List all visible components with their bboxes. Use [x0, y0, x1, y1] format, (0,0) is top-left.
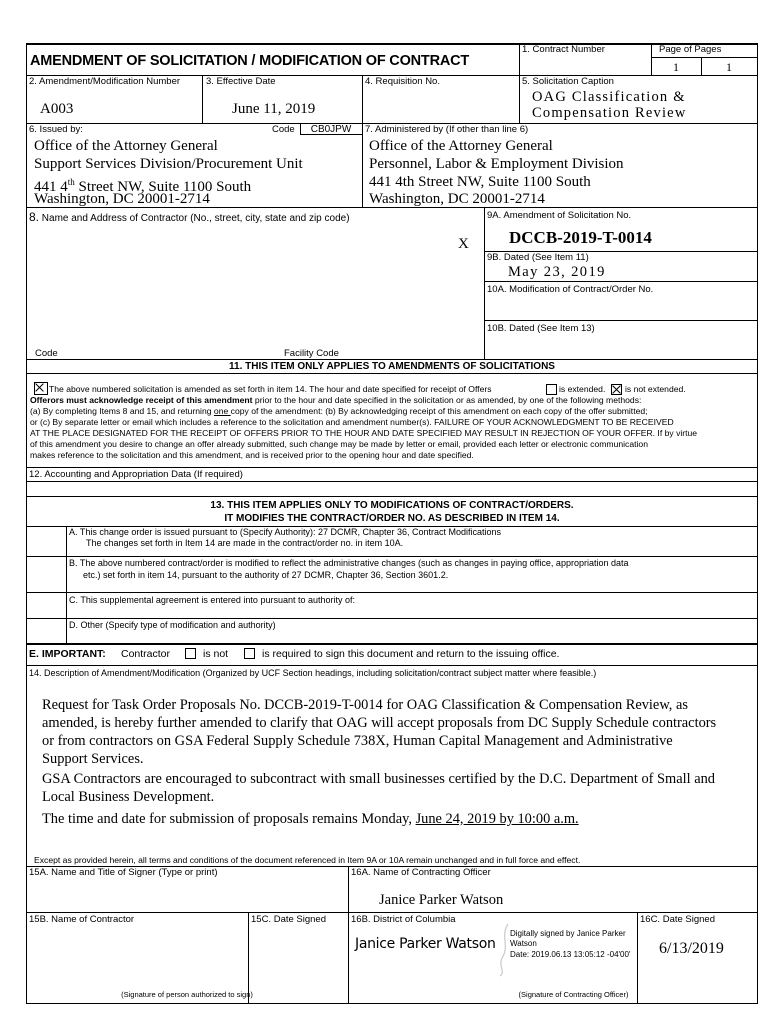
issued-by-label: 6. Issued by: [29, 124, 83, 135]
is-extended-checkbox[interactable] [546, 384, 557, 395]
amendment-number-value: A003 [40, 101, 74, 117]
item-9a-label: 9A. Amendment of Solicitation No. [487, 210, 632, 221]
form-title: AMENDMENT OF SOLICITATION / MODIFICATION OF CONTRACT [30, 53, 470, 69]
item-9b-value: May 23, 2019 [508, 264, 606, 280]
item-15a-label: 15A. Name and Title of Signer (Type or print) [29, 867, 218, 878]
item-10a-label: 10A. Modification of Contract/Order No. [487, 284, 654, 295]
item-13b-line-1: B. The above numbered contract/order is modified to reflect the administrative changes (such as changes in paying office, appropriation data [69, 558, 629, 568]
item-11-line: The above numbered solicitation is amended as set forth in item 14. The hour and date specified for receipt of Offers [49, 384, 492, 394]
administered-by-line: Washington, DC 20001-2714 [369, 191, 545, 207]
signature-name: Janice Parker Watson [355, 936, 496, 952]
item-14-paragraph-2: GSA Contractors are encouraged to subcontract with small businesses certified by the D.C. Department of Small and Local Business Development. [42, 771, 715, 805]
item-13-heading-2: IT MODIFIES THE CONTRACT/ORDER NO. AS DESCRIBED IN ITEM 14. [224, 513, 560, 524]
effective-date-value: June 11, 2019 [232, 101, 316, 117]
code-label: Code [272, 124, 295, 135]
is-required-checkbox[interactable] [244, 648, 255, 659]
important-is-required: is required to sign this document and return to the issuing office. [262, 648, 560, 660]
item-16b-label: 16B. District of Columbia [351, 914, 456, 925]
item-14-paragraph-1: Request for Task Order Proposals No. DCCB-2019-T-0014 for OAG Classification & Compensation Review, as amended, is hereby further amended to clarify that OAG will accept proposals from DC Supply Schedule contractors or from contractors on GSA Federal Supply Schedule 738X, Human Capital Management and Administrative Support Services. [42, 697, 717, 767]
item-11-line: of this amendment you desire to change an offer already submitted, such change may be made by letter or email, provided each letter or electronic communication [30, 439, 648, 449]
code-bottom-label: Code [35, 348, 58, 359]
item-13a-line-1: A. This change order is issued pursuant to (Specify Authority): 27 DCMR, Chapter 36, Contract Modifications [69, 527, 502, 537]
item-11-heading: 11. THIS ITEM ONLY APPLIES TO AMENDMENTS OF SOLICITATIONS [229, 361, 555, 372]
item-14-label: 14. Description of Amendment/Modification (Organized by UCF Section headings, including solicitation/contract subject matter where feasible.) [29, 668, 597, 678]
amendment-number-label: 2. Amendment/Modification Number [29, 76, 181, 87]
item-11-line: makes reference to the solicitation and this amendment, and is received prior to the opening hour and date specified. [30, 450, 474, 460]
except-text: Except as provided herein, all terms and conditions of the document referenced in Item 9A or 10A remain unchanged and in full force and effect. [34, 855, 581, 865]
digital-signature-line: Date: 2019.06.13 13:05:12 -04'00' [510, 950, 631, 959]
item-9a-value: DCCB-2019-T-0014 [509, 228, 652, 247]
item-16a-label: 16A. Name of Contracting Officer [351, 867, 491, 878]
item-11-line: (a) By completing Items 8 and 15, and returning one copy of the amendment: (b) By acknowledging receipt of this amendment on each copy of the offer submitted; [30, 406, 648, 416]
administered-by-line: Office of the Attorney General [369, 138, 553, 154]
item-13-heading-1: 13. THIS ITEM APPLIES ONLY TO MODIFICATIONS OF CONTRACT/ORDERS. [210, 500, 574, 511]
page-number: 1 [673, 60, 679, 74]
item-10b-label: 10B. Dated (See Item 13) [487, 323, 595, 334]
item-11-line: AT THE PLACE DESIGNATED FOR THE RECEIPT OF OFFERS PRIOR TO THE HOUR AND DATE SPECIFIED MAY RESULT IN REJECTION OF YOUR OFFER. If by virtue [30, 428, 698, 438]
item-13a-line-2: The changes set forth in Item 14 are made in the contract/order no. in item 10A. [86, 538, 404, 548]
solicitation-caption-label: 5. Solicitation Caption [522, 76, 614, 87]
requisition-label: 4. Requisition No. [365, 76, 440, 87]
digital-signature-line: Watson [510, 939, 537, 948]
contractor-signature-caption: (Signature of person authorized to sign) [121, 990, 253, 999]
issued-by-line: Office of the Attorney General [34, 138, 218, 154]
is-not-extended-label: is not extended. [625, 384, 686, 394]
page-total: 1 [726, 60, 732, 74]
item-14-paragraph-3: The time and date for submission of proposals remains Monday, June 24, 2019 by 10:00 a.m. [42, 811, 579, 827]
administered-by-label: 7. Administered by (If other than line 6) [365, 124, 529, 135]
item-11-line: Offerors must acknowledge receipt of this amendment prior to the hour and date specified in the solicitation or as amended, by one of the following methods: [30, 395, 642, 405]
administered-by-line: Personnel, Labor & Employment Division [369, 156, 624, 172]
is-not-checkbox[interactable] [185, 648, 196, 659]
item-12-label: 12. Accounting and Appropriation Data (If required) [29, 469, 243, 480]
item-13c-label: C. This supplemental agreement is entered into pursuant to authority of: [69, 595, 355, 605]
page-of-pages-label: Page of Pages [659, 44, 722, 55]
item-13b-line-2: etc.) set forth in item 14, pursuant to the authority of 27 DCMR, Chapter 36, Section 3601.2. [83, 570, 449, 580]
proposal-deadline: June 24, 2019 by 10:00 a.m. [415, 811, 579, 827]
item-9a-mark: X [458, 236, 469, 252]
solicitation-caption-line1: OAG Classification & [532, 89, 686, 105]
item-15b-label: 15B. Name of Contractor [29, 914, 135, 925]
item-11-amended-checkbox[interactable] [34, 382, 48, 395]
item-15c-label: 15C. Date Signed [251, 914, 326, 925]
item-11-line: or (c) By separate letter or email which includes a reference to the solicitation and amendment number(s). FAILURE OF YOUR ACKNOWLEDGMENT TO BE RECEIVED [30, 417, 674, 427]
issued-by-line: Washington, DC 20001-2714 [34, 191, 210, 207]
important-label: E. IMPORTANT: [29, 648, 106, 660]
item-9b-label: 9B. Dated (See Item 11) [487, 252, 589, 263]
contractor-label: 8. Name and Address of Contractor (No., street, city, state and zip code) [29, 210, 350, 224]
is-not-extended-checkbox[interactable] [611, 384, 622, 395]
is-extended-label: is extended. [559, 384, 606, 394]
issued-by-line: Support Services Division/Procurement Unit [34, 156, 303, 172]
contract-number-label: 1. Contract Number [522, 44, 605, 55]
important-contractor: Contractor [121, 648, 171, 660]
item-13d-label: D. Other (Specify type of modification and authority) [69, 620, 276, 630]
contracting-officer-name: Janice Parker Watson [379, 892, 504, 908]
date-signed-value: 6/13/2019 [659, 940, 724, 957]
code-value: CB0JPW [310, 124, 352, 135]
administered-by-line: 441 4th Street NW, Suite 1100 South [369, 174, 591, 190]
digital-signature-line: Digitally signed by Janice Parker [510, 929, 626, 938]
item-16c-label: 16C. Date Signed [640, 914, 715, 925]
officer-signature-caption: (Signature of Contracting Officer) [518, 990, 629, 999]
important-is-not: is not [203, 648, 229, 660]
solicitation-caption-line2: Compensation Review [532, 105, 687, 121]
issued-by-line: 441 4th Street NW, Suite 1100 South [34, 177, 252, 195]
effective-date-label: 3. Effective Date [206, 76, 276, 87]
facility-code-label: Facility Code [284, 348, 339, 359]
